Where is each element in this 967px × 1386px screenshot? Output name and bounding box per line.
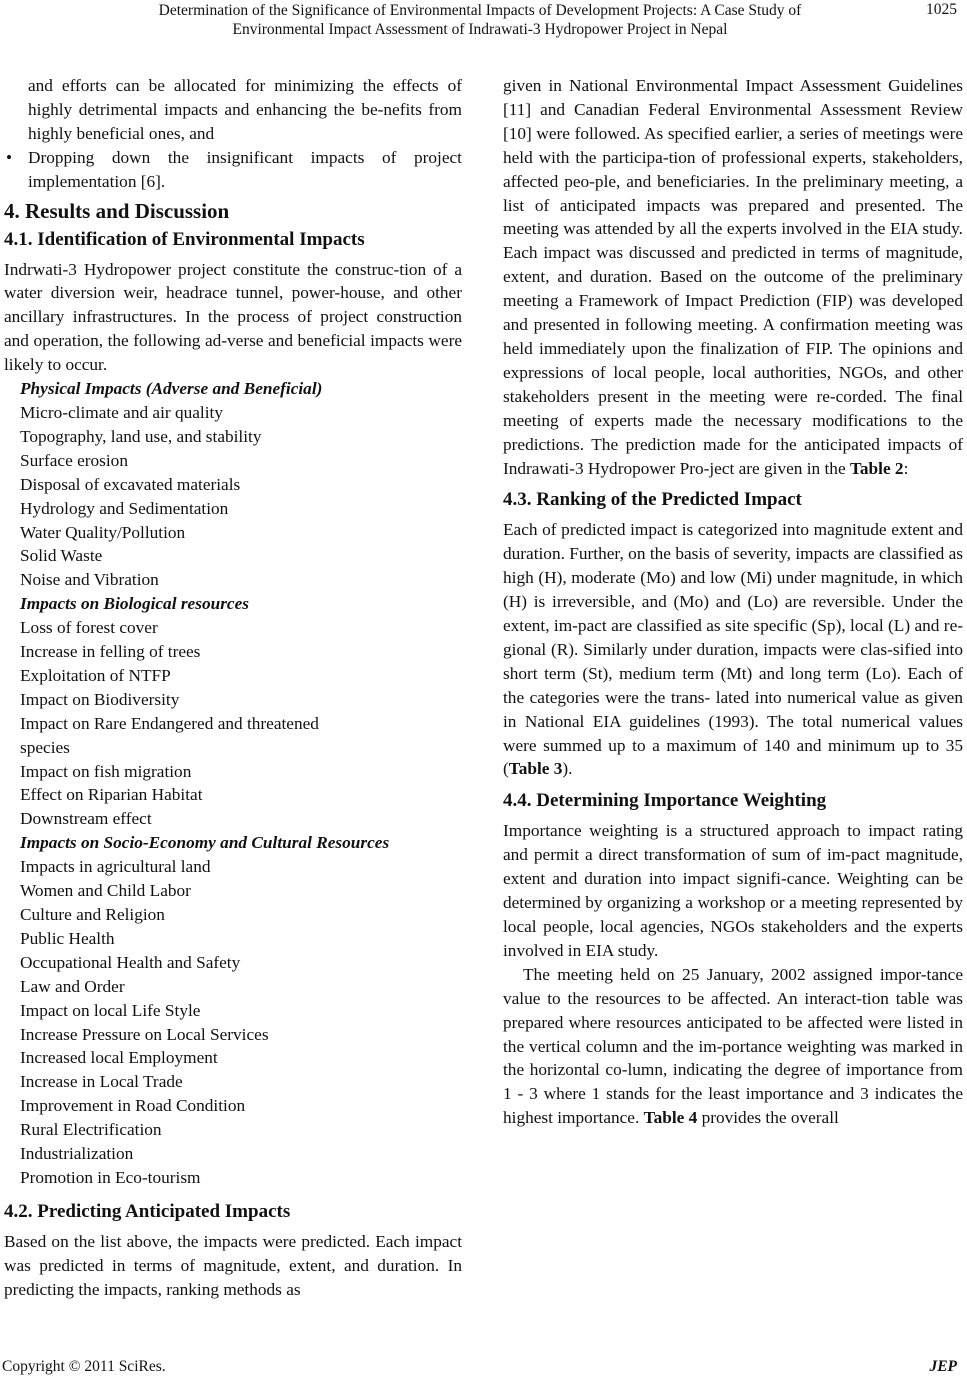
right-column (503, 74, 963, 1130)
impact-category: Impacts on Socio-Economy and Cultural Resources (20, 833, 390, 853)
running-title-line1: Determination of the Significance of Environmental Impacts of Development Projects: A Case Study of (158, 2, 802, 19)
page-number: 1025 (926, 1, 957, 18)
paragraph-weighting-2-text: The meeting held on 25 January, 2002 assigned impor-tance value to the resources to be affected. An interact-tion table was prepared where resources anticipated to be affected were listed in the vertical column and the im-portance weighting was marked in the horizontal co-lumn, indicating the degree of importance from 1 - 3 where 1 stands for the least importance and 3 indicates the highest importance. (503, 964, 963, 1128)
impact-item: Water Quality/Pollution (20, 522, 186, 542)
paragraph-predicting: Based on the list above, the impacts were predicted. Each impact was predicted in terms of magnitude, extent, and duration. In predicting the impacts, ranking methods as (4, 1231, 462, 1299)
impact-item: Impact on Biodiversity (20, 689, 180, 709)
impact-item: Law and Order (20, 976, 125, 996)
punctuation: ). (562, 759, 573, 779)
running-title-line2: Environmental Impact Assessment of Indrawati-3 Hydropower Project in Nepal (232, 21, 728, 38)
bullet-list (4, 74, 462, 194)
paragraph-identification: Indrwati-3 Hydropower project constitute the construc-tion of a water diversion weir, headrace tunnel, power-house, and other ancillary infrastructures. In the process of project construction and operation, the following ad-verse and beneficial impacts were likely to occur. (4, 259, 462, 375)
impact-item: Surface erosion (20, 450, 128, 470)
running-header (0, 0, 967, 40)
impact-item: Exploitation of NTFP (20, 665, 171, 685)
impact-item: Disposal of excavated materials (20, 474, 241, 494)
impact-item: Public Health (20, 928, 115, 948)
impact-category: Impacts on Biological resources (20, 594, 249, 614)
punctuation: : (903, 458, 909, 478)
impact-item: Industrialization (20, 1144, 134, 1164)
paragraph-methods-text: given in National Environmental Impact Assessment Guidelines [11] and Canadian Federal Environmental Assessment Review [10] were followed. As specified earlier, a series of meetings were held with the participa-tion of professional experts, stakeholders, affected peo-ple, and beneficiaries. In the preliminary meeting, a list of anticipated impacts was prepared and presented. The meeting was attended by all the experts involved in the EIA study. Each impact was discussed and predicted in terms of magnitude, extent, and duration. Based on the outcome of the preliminary meeting a Framework of Impact Prediction (FIP) was developed and presented in following meeting. A confirmation meeting was held immediately upon the finalization of FIP. The opinions and expressions of local people, local authorities, NGOs, and other stakeholders present in the meeting were re-corded. The final meeting of experts made the necessary modifications to the predictions. The prediction made for the anticipated impacts of Indrawati-3 Hydropower Pro-ject are given in the (503, 76, 963, 478)
impact-item: Loss of forest cover (20, 618, 158, 638)
section-heading-weighting: 4.4. Determining Importance Weighting (503, 790, 827, 812)
bullet-text: Dropping down the insignificant impacts of project implementation [6]. (28, 147, 462, 191)
impact-item: Impact on Rare Endangered and threatened (20, 713, 319, 733)
section-heading-results: 4. Results and Discussion (4, 198, 230, 223)
section-heading-ranking: 4.3. Ranking of the Predicted Impact (503, 489, 802, 511)
impact-item: Effect on Riparian Habitat (20, 785, 203, 805)
impact-list (4, 377, 462, 1190)
impact-item: Women and Child Labor (20, 881, 191, 901)
bullet-continuation: and efforts can be allocated for minimizing the effects of highly detrimental impacts and enhancing the be-nefits from highly beneficial ones, and (28, 76, 462, 143)
impact-item: Micro-climate and air quality (20, 402, 223, 422)
impact-item: Hydrology and Sedimentation (20, 498, 229, 518)
impact-item: Impacts in agricultural land (20, 857, 211, 877)
impact-item: Occupational Health and Safety (20, 952, 241, 972)
impact-item: Noise and Vibration (20, 570, 159, 590)
paragraph-weighting-2-end: provides the overall (697, 1108, 839, 1128)
impact-item: Impact on fish migration (20, 761, 192, 781)
bullet-icon: • (6, 147, 13, 167)
running-title (100, 1, 860, 39)
impact-item: Impact on local Life Style (20, 1000, 201, 1020)
journal-abbreviation: JEP (929, 1358, 957, 1375)
impact-item: Culture and Religion (20, 905, 165, 924)
impact-item: species (20, 737, 70, 757)
table-reference: Table 4 (643, 1108, 698, 1128)
section-heading-predicting: 4.2. Predicting Anticipated Impacts (4, 1200, 291, 1222)
table-reference: Table 2 (849, 458, 904, 478)
paragraph-weighting-1: Importance weighting is a structured approach to impact rating and permit a direct transformation of sum of im-pact magnitude, extent and duration into impact signifi-cance. Weighting can be determined by organizing a workshop or a meeting represented by local people, local agencies, NGOs stakeholders and the experts involved in EIA study. (503, 821, 963, 960)
paragraph-ranking-text: Each of predicted impact is categorized into magnitude extent and duration. Further, on the basis of severity, impacts are classified as high (H), moderate (Mo) and low (Mi) under magnitude, in which (H) is irreversible, and (Mo) and (Lo) are reversible. Under the extent, im-pact are classified as site specific (Sp), local (L) and re-gional (R). Similarly under duration, impacts were clas-sified into short term (St), medium term (Mt) and long term (Lo). Each of the categories were the trans- lated into numerical value as given in National EIA guidelines (1993). The total numerical values were summed up to a maximum of 140 and minimum up to 35 ( (503, 520, 963, 779)
table-reference: Table 3 (508, 759, 563, 779)
impact-item: Downstream effect (20, 809, 152, 829)
paragraph-ranking (503, 518, 963, 781)
impact-item: Increase in Local Trade (20, 1072, 183, 1092)
section-heading-identification: 4.1. Identification of Environmental Impacts (4, 228, 365, 250)
impact-item: Improvement in Road Condition (20, 1096, 246, 1116)
impact-item: Increase in felling of trees (20, 642, 201, 662)
page-footer (0, 1352, 967, 1382)
impact-item: Topography, land use, and stability (20, 426, 262, 446)
impact-item: Solid Waste (20, 546, 103, 566)
impact-item: Increased local Employment (20, 1048, 218, 1068)
copyright-notice: Copyright © 2011 SciRes. (2, 1358, 166, 1375)
impact-item: Promotion in Eco-tourism (20, 1167, 201, 1187)
impact-item: Rural Electrification (20, 1120, 162, 1140)
impact-category: Physical Impacts (Adverse and Beneficial) (20, 379, 323, 399)
paragraph-weighting-2 (503, 963, 963, 1130)
left-column (4, 74, 462, 1302)
paragraph-methods (503, 74, 963, 480)
impact-item: Increase Pressure on Local Services (20, 1024, 269, 1044)
bullet-item (4, 146, 462, 194)
